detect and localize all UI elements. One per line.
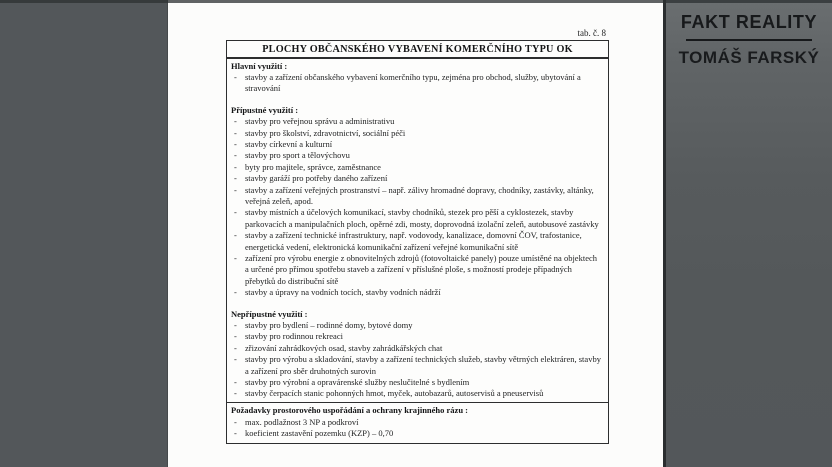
bullet-dash: - — [234, 207, 237, 218]
bullet-item — [231, 72, 602, 95]
top-edge-strip — [0, 0, 832, 3]
bullet-item — [231, 150, 602, 161]
bullet-item — [231, 320, 602, 331]
bullet-item — [231, 343, 602, 354]
bullet-dash: - — [234, 354, 237, 365]
bullet-item — [231, 116, 602, 127]
bullet-dash: - — [234, 416, 237, 427]
bullet-item — [231, 377, 602, 388]
brand-divider-line — [686, 39, 812, 41]
bullet-text: koeficient zastavění pozemku (KZP) – 0,70 — [245, 428, 394, 439]
doc-section — [231, 405, 602, 440]
bullet-dash: - — [234, 377, 237, 388]
bullet-dash: - — [234, 184, 237, 195]
bullet-text: stavby pro sport a tělovýchovu — [245, 150, 350, 161]
bullet-text: stavby a zařízení veřejných prostranství – např. zálivy hromadné dopravy, chodníky, zastávky, altánky, veřejná zeleň, apod. — [245, 184, 594, 206]
bullet-item — [231, 230, 602, 253]
bullet-item — [231, 354, 602, 377]
bullet-text: stavby pro bydlení – rodinné domy, bytové domy — [245, 320, 413, 331]
bullet-item — [231, 417, 602, 429]
bullet-dash: - — [234, 127, 237, 138]
section-heading: Hlavní využití : — [231, 60, 288, 71]
brand-sidebar — [666, 0, 832, 467]
bullet-dash: - — [234, 173, 237, 184]
section-heading: Požadavky prostorového uspořádání a ochrany krajinného rázu : — [231, 404, 468, 415]
bullet-dash: - — [234, 428, 237, 439]
bullet-dash: - — [234, 150, 237, 161]
bullet-item — [231, 207, 602, 230]
bullet-text: stavby pro výrobní a opravárenské služby neslučitelné s bydlením — [245, 377, 470, 388]
bullet-text: stavby čerpacích stanic pohonných hmot, myček, autobazarů, autoservisů a pneuservisů — [245, 388, 544, 399]
bullet-dash: - — [234, 116, 237, 127]
bullet-text: stavby pro rodinnou rekreaci — [245, 331, 343, 342]
bullet-item — [231, 128, 602, 139]
bullet-dash: - — [234, 320, 237, 331]
document-content — [226, 27, 609, 444]
bullet-dash: - — [234, 342, 237, 353]
table-footer-section — [227, 402, 608, 443]
page-sidebar-divider — [663, 0, 666, 467]
bullet-text: stavby církevní a kulturní — [245, 138, 333, 149]
doc-section — [231, 309, 602, 400]
bullet-text: stavby pro školství, zdravotnictví, sociální péči — [245, 127, 406, 138]
bullet-item — [231, 162, 602, 173]
bullet-text: stavby místních a účelových komunikací, stavby chodníků, stezek pro pěší a cyklostezek, stavby parkovacích a manipulačních ploch, opěrné zdi, mosty, doprovodná izolační zeleň, autobusové zastávky — [245, 207, 599, 229]
bullet-dash: - — [234, 388, 237, 399]
bullet-text: zřizování zahrádkových osad, stavby zahrádkářských chat — [245, 342, 443, 353]
bullet-text: stavby a zařízení technické infrastruktury, např. vodovody, kanalizace, domovní ČOV, trafostanice, energetická vedení, elektronická komunikační zařízení veřejné komunikační sítě — [245, 230, 582, 252]
doc-section — [231, 105, 602, 299]
table-body — [227, 59, 608, 400]
brand-name: FAKT REALITY — [680, 12, 818, 32]
table-reference-label: tab. č. 8 — [577, 28, 606, 38]
bullet-item — [231, 287, 602, 298]
bullet-item — [231, 331, 602, 342]
bullet-text: stavby garáží pro potřeby daného zařízení — [245, 173, 388, 184]
document-page — [168, 0, 663, 467]
bullet-dash: - — [234, 71, 237, 82]
agent-name: TOMÁŠ FARSKÝ — [678, 48, 820, 67]
bullet-text: zařízení pro výrobu energie z obnovitelných zdrojů (fotovoltaické panely) pouze umístěné na objektech a určené pro přímou spotřebu staveb a zařízení v příslušné ploše, s možností prodeje případných přebytků do distribuční sítě — [245, 253, 597, 286]
bullet-dash: - — [234, 230, 237, 241]
bullet-dash: - — [234, 161, 237, 172]
section-heading: Přípustné využití : — [231, 104, 299, 115]
bullet-text: stavby pro výrobu a skladování, stavby a zařízení technických služeb, stavby větrných elektráren, stavby a zařízení pro sběr druhotných surovin — [245, 354, 601, 376]
table-title: PLOCHY OBČANSKÉHO VYBAVENÍ KOMERČNÍHO TYPU OK — [227, 41, 608, 59]
bullet-item — [231, 388, 602, 399]
bullet-item — [231, 253, 602, 287]
bullet-item — [231, 185, 602, 208]
bullet-text: stavby a zařízení občanského vybavení komerčního typu, zejména pro obchod, služby, ubytování a stravování — [245, 71, 581, 94]
bullet-text: max. podlažnost 3 NP a podkroví — [245, 416, 359, 427]
zoning-table — [226, 40, 609, 444]
bullet-dash: - — [234, 331, 237, 342]
bullet-item — [231, 428, 602, 440]
bullet-dash: - — [234, 138, 237, 149]
bullet-text: byty pro majitele, správce, zaměstnance — [245, 161, 381, 172]
bullet-text: stavby pro veřejnou správu a administrativu — [245, 116, 395, 127]
bullet-dash: - — [234, 287, 237, 298]
bullet-item — [231, 173, 602, 184]
bullet-dash: - — [234, 253, 237, 263]
bullet-text: stavby a úpravy na vodních tocích, stavby vodních nádrží — [245, 287, 441, 298]
doc-section — [231, 61, 602, 95]
bullet-item — [231, 139, 602, 150]
section-heading: Nepřípustné využití : — [231, 308, 308, 319]
